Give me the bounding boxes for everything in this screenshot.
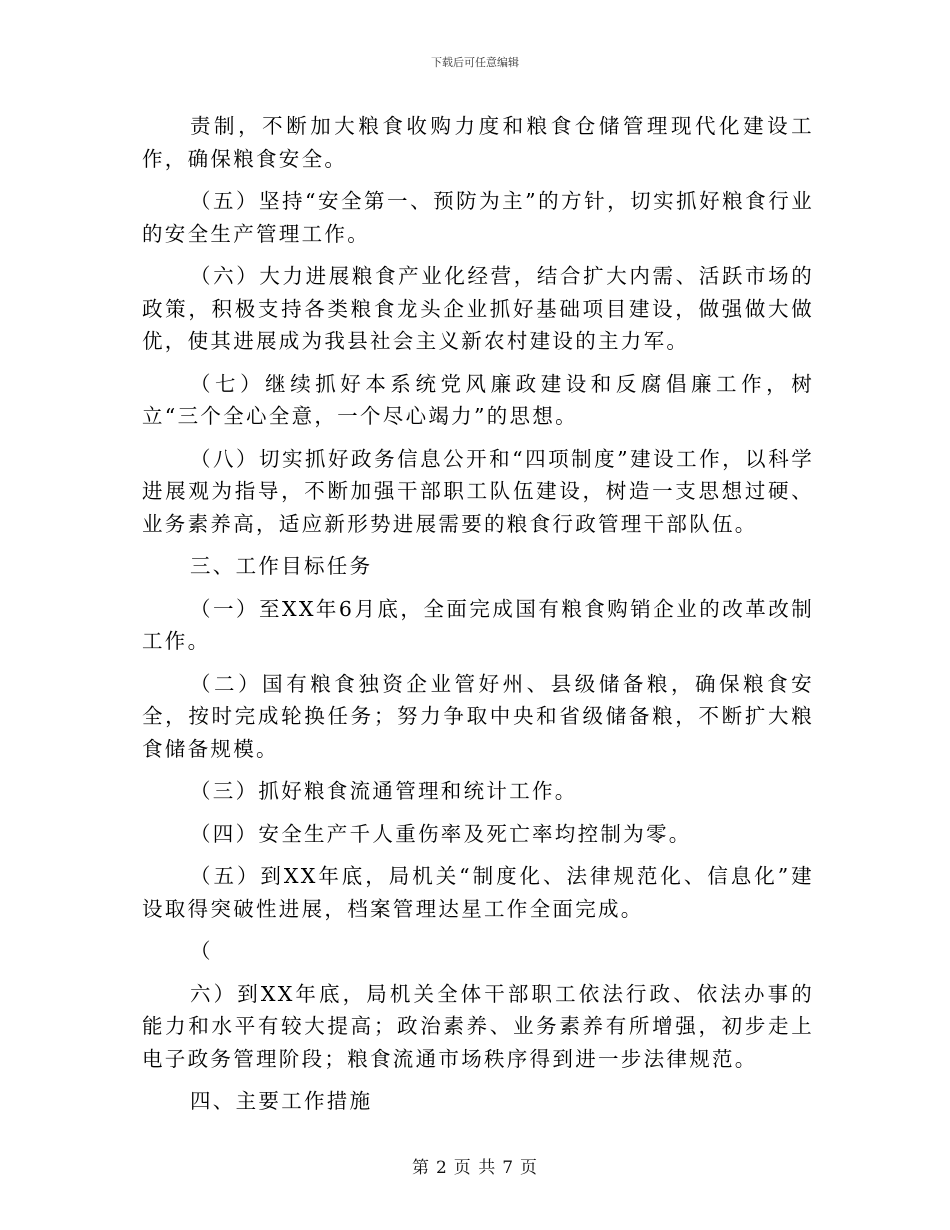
paragraph: （三）抓好粮食流通管理和统计工作。 [190,779,578,803]
section-heading: 四、主要工作措施 [190,1089,373,1113]
page-header: 下载后可任意编辑 [431,56,519,69]
paragraph: （七）继续抓好本系统党风廉政建设和反腐倡廉工作，树立“三个全心全意，一个尽心竭力”的思想。 [142,371,814,428]
footer-suffix: 页 [520,1158,539,1178]
paragraph: （四）安全生产千人重伤率及死亡率均控制为零。 [190,821,692,846]
paragraph: （六）大力进展粮食产业化经营，结合扩大内需、活跃市场的政策，积极支持各类粮食龙头企业抓好基础项目建设，做强做大做优，使其进展成为我县社会主义新农村建设的主力军。 [142,264,814,353]
paragraph: （五）坚持“安全第一、预防为主”的方针，切实抓好粮食行业的安全生产管理工作。 [142,189,814,246]
paragraph: 责制，不断加大粮食收购力度和粮食仓储管理现代化建设工作，确保粮食安全。 [142,114,814,171]
section-heading: 三、工作目标任务 [190,554,373,578]
paragraph: （五）到XX年底，局机关“制度化、法律规范化、信息化”建设取得突破性进展，档案管理达星工作全面完成。 [142,864,814,921]
paragraph: （一）至XX年6月底，全面完成国有粮食购销企业的改革改制工作。 [142,596,814,653]
page-footer [0,1153,950,1178]
document-body [142,110,814,1118]
paragraph-fragment: （ [190,939,213,963]
footer-middle: 页 共 [453,1158,497,1178]
footer-prefix: 第 [411,1158,430,1178]
page-number: 2 [435,1158,448,1178]
paragraph: （八）切实抓好政务信息公开和“四项制度”建设工作，以科学进展观为指导，不断加强干部职工队伍建设，树造一支思想过硬、业务素养高，适应新形势进展需要的粮食行政管理干部队伍。 [142,446,814,536]
paragraph: （二）国有粮食独资企业管好州、县级储备粮，确保粮食安全，按时完成轮换任务；努力争取中央和省级储备粮，不断扩大粮食储备规模。 [142,671,814,761]
page-total: 7 [502,1158,515,1178]
paragraph: 六）到XX年底，局机关全体干部职工依法行政、依法办事的能力和水平有较大提高；政治素养、业务素养有所增强，初步走上电子政务管理阶段；粮食流通市场秩序得到进一步法律规范。 [142,981,814,1071]
